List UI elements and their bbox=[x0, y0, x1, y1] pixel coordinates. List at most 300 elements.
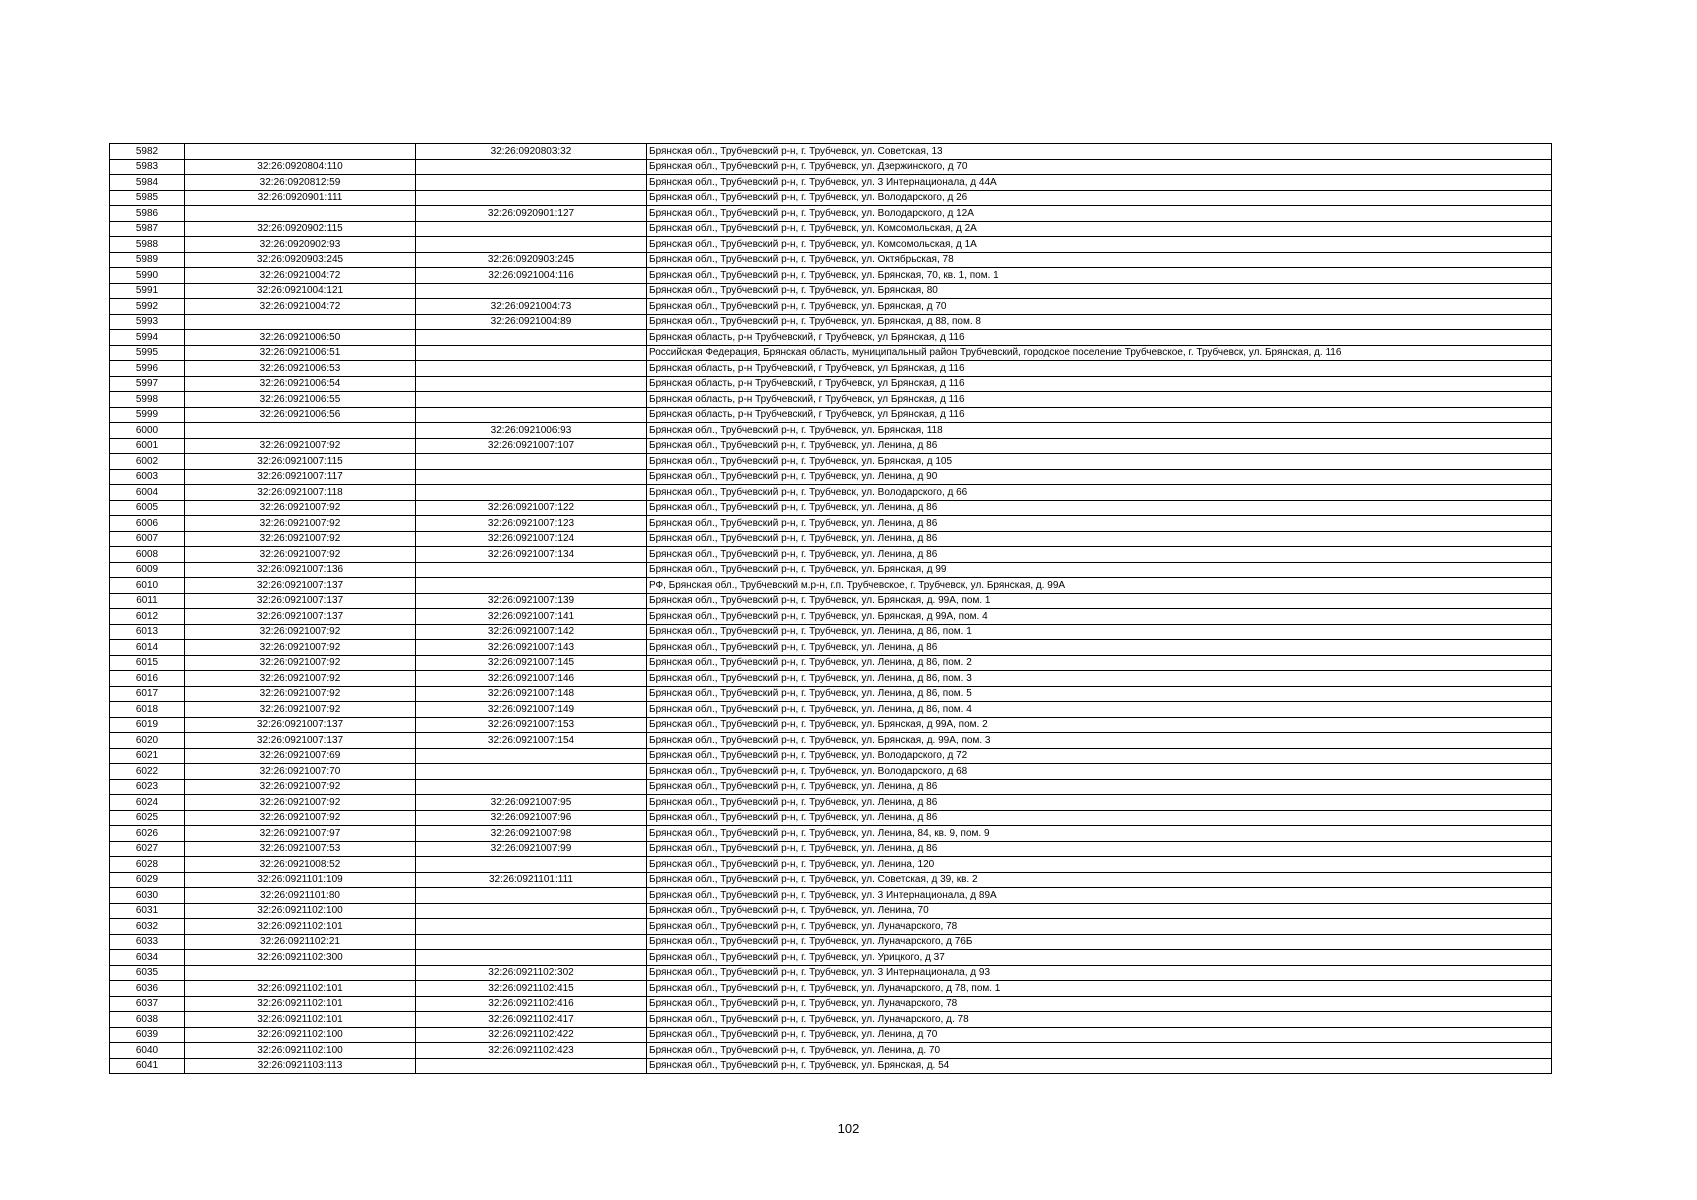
table-row bbox=[110, 779, 1552, 795]
row-number-cell: 5985 bbox=[110, 190, 185, 206]
row-number-cell: 5993 bbox=[110, 314, 185, 330]
row-number-cell: 6015 bbox=[110, 655, 185, 671]
parcel-number-cell: 32:26:0921008:52 bbox=[185, 857, 416, 873]
table-row bbox=[110, 671, 1552, 687]
parcel-number-cell: 32:26:0921102:100 bbox=[185, 1027, 416, 1043]
parcel-number-cell: 32:26:0921006:51 bbox=[185, 345, 416, 361]
address-cell: Брянская обл., Трубчевский р-н, г. Трубчевск, ул. Брянская, д 99А, пом. 4 bbox=[647, 609, 1552, 625]
table-row bbox=[110, 190, 1552, 206]
table-row bbox=[110, 640, 1552, 656]
table-row bbox=[110, 159, 1552, 175]
object-number-cell bbox=[416, 779, 647, 795]
parcel-number-cell: 32:26:0920902:115 bbox=[185, 221, 416, 237]
object-number-cell: 32:26:0921102:415 bbox=[416, 981, 647, 997]
row-number-cell: 6014 bbox=[110, 640, 185, 656]
table-row bbox=[110, 1043, 1552, 1059]
object-number-cell bbox=[416, 888, 647, 904]
parcel-number-cell: 32:26:0921007:92 bbox=[185, 795, 416, 811]
register-table-body bbox=[110, 144, 1552, 1074]
address-cell: Брянская обл., Трубчевский р-н, г. Трубчевск, ул. Комсомольская, д 2А bbox=[647, 221, 1552, 237]
table-row bbox=[110, 175, 1552, 191]
object-number-cell bbox=[416, 361, 647, 377]
address-cell: Брянская обл., Трубчевский р-н, г. Трубчевск, ул. Володарского, д 68 bbox=[647, 764, 1552, 780]
parcel-number-cell: 32:26:0921007:92 bbox=[185, 531, 416, 547]
table-row bbox=[110, 283, 1552, 299]
parcel-number-cell: 32:26:0921006:53 bbox=[185, 361, 416, 377]
row-number-cell: 6029 bbox=[110, 872, 185, 888]
table-row bbox=[110, 500, 1552, 516]
parcel-number-cell: 32:26:0921007:92 bbox=[185, 547, 416, 563]
object-number-cell: 32:26:0921007:96 bbox=[416, 810, 647, 826]
row-number-cell: 6033 bbox=[110, 934, 185, 950]
row-number-cell: 6013 bbox=[110, 624, 185, 640]
object-number-cell bbox=[416, 1058, 647, 1074]
table-row bbox=[110, 965, 1552, 981]
object-number-cell: 32:26:0921007:99 bbox=[416, 841, 647, 857]
table-row bbox=[110, 578, 1552, 594]
object-number-cell: 32:26:0921007:98 bbox=[416, 826, 647, 842]
parcel-number-cell: 32:26:0921004:72 bbox=[185, 268, 416, 284]
address-cell: Брянская обл., Трубчевский р-н, г. Трубчевск, ул. 3 Интернационала, д 93 bbox=[647, 965, 1552, 981]
object-number-cell: 32:26:0921102:416 bbox=[416, 996, 647, 1012]
address-cell: Брянская обл., Трубчевский р-н, г. Трубчевск, ул. Луначарского, д 78, пом. 1 bbox=[647, 981, 1552, 997]
parcel-number-cell: 32:26:0921007:92 bbox=[185, 516, 416, 532]
object-number-cell: 32:26:0921007:145 bbox=[416, 655, 647, 671]
object-number-cell: 32:26:0921007:153 bbox=[416, 717, 647, 733]
parcel-number-cell: 32:26:0921007:97 bbox=[185, 826, 416, 842]
parcel-number-cell: 32:26:0921007:137 bbox=[185, 717, 416, 733]
parcel-number-cell bbox=[185, 423, 416, 439]
object-number-cell: 32:26:0921007:134 bbox=[416, 547, 647, 563]
object-number-cell bbox=[416, 392, 647, 408]
address-cell: Брянская область, р-н Трубчевский, г Трубчевск, ул Брянская, д 116 bbox=[647, 407, 1552, 423]
object-number-cell: 32:26:0921004:89 bbox=[416, 314, 647, 330]
object-number-cell: 32:26:0920903:245 bbox=[416, 252, 647, 268]
object-number-cell bbox=[416, 376, 647, 392]
table-row bbox=[110, 841, 1552, 857]
parcel-number-cell: 32:26:0921102:101 bbox=[185, 919, 416, 935]
parcel-number-cell bbox=[185, 206, 416, 222]
object-number-cell bbox=[416, 857, 647, 873]
table-row bbox=[110, 996, 1552, 1012]
table-row bbox=[110, 361, 1552, 377]
address-cell: Брянская обл., Трубчевский р-н, г. Трубчевск, ул. Брянская, д 99А, пом. 2 bbox=[647, 717, 1552, 733]
object-number-cell bbox=[416, 764, 647, 780]
row-number-cell: 5991 bbox=[110, 283, 185, 299]
address-cell: Брянская обл., Трубчевский р-н, г. Трубчевск, ул. Брянская, 80 bbox=[647, 283, 1552, 299]
address-cell: Брянская обл., Трубчевский р-н, г. Трубчевск, ул. Ленина, 70 bbox=[647, 903, 1552, 919]
address-cell: Брянская обл., Трубчевский р-н, г. Трубчевск, ул. Ленина, д 86 bbox=[647, 438, 1552, 454]
object-number-cell bbox=[416, 330, 647, 346]
parcel-number-cell: 32:26:0921007:118 bbox=[185, 485, 416, 501]
row-number-cell: 6035 bbox=[110, 965, 185, 981]
object-number-cell: 32:26:0921102:302 bbox=[416, 965, 647, 981]
parcel-number-cell: 32:26:0920804:110 bbox=[185, 159, 416, 175]
object-number-cell: 32:26:0921007:139 bbox=[416, 593, 647, 609]
address-cell: Брянская обл., Трубчевский р-н, г. Трубчевск, ул. Брянская, д 70 bbox=[647, 299, 1552, 315]
row-number-cell: 6001 bbox=[110, 438, 185, 454]
row-number-cell: 6037 bbox=[110, 996, 185, 1012]
table-row bbox=[110, 268, 1552, 284]
object-number-cell: 32:26:0920803:32 bbox=[416, 144, 647, 160]
table-row bbox=[110, 934, 1552, 950]
row-number-cell: 5984 bbox=[110, 175, 185, 191]
parcel-number-cell: 32:26:0921007:92 bbox=[185, 500, 416, 516]
object-number-cell bbox=[416, 950, 647, 966]
row-number-cell: 6010 bbox=[110, 578, 185, 594]
parcel-number-cell: 32:26:0921007:92 bbox=[185, 686, 416, 702]
table-row bbox=[110, 919, 1552, 935]
parcel-number-cell: 32:26:0921007:115 bbox=[185, 454, 416, 470]
object-number-cell bbox=[416, 221, 647, 237]
table-row bbox=[110, 593, 1552, 609]
row-number-cell: 6016 bbox=[110, 671, 185, 687]
address-cell: Брянская обл., Трубчевский р-н, г. Трубчевск, ул. Ленина, д 86 bbox=[647, 516, 1552, 532]
parcel-number-cell: 32:26:0921103:113 bbox=[185, 1058, 416, 1074]
parcel-number-cell: 32:26:0920903:245 bbox=[185, 252, 416, 268]
row-number-cell: 6024 bbox=[110, 795, 185, 811]
object-number-cell bbox=[416, 190, 647, 206]
parcel-number-cell: 32:26:0921007:92 bbox=[185, 655, 416, 671]
address-cell: Брянская обл., Трубчевский р-н, г. Трубчевск, ул. Луначарского, д 76Б bbox=[647, 934, 1552, 950]
address-cell: Брянская область, р-н Трубчевский, г Трубчевск, ул Брянская, д 116 bbox=[647, 361, 1552, 377]
register-table bbox=[109, 143, 1552, 1074]
address-cell: Брянская обл., Трубчевский р-н, г. Трубчевск, ул. Брянская, 118 bbox=[647, 423, 1552, 439]
parcel-number-cell: 32:26:0921007:92 bbox=[185, 779, 416, 795]
object-number-cell: 32:26:0921007:146 bbox=[416, 671, 647, 687]
table-row bbox=[110, 423, 1552, 439]
address-cell: Брянская область, р-н Трубчевский, г Трубчевск, ул Брянская, д 116 bbox=[647, 330, 1552, 346]
object-number-cell: 32:26:0921006:93 bbox=[416, 423, 647, 439]
object-number-cell: 32:26:0921007:149 bbox=[416, 702, 647, 718]
parcel-number-cell: 32:26:0921007:92 bbox=[185, 640, 416, 656]
object-number-cell: 32:26:0921102:422 bbox=[416, 1027, 647, 1043]
parcel-number-cell: 32:26:0921007:137 bbox=[185, 609, 416, 625]
row-number-cell: 6019 bbox=[110, 717, 185, 733]
table-row bbox=[110, 345, 1552, 361]
address-cell: Брянская обл., Трубчевский р-н, г. Трубчевск, ул. Ленина, д 86 bbox=[647, 779, 1552, 795]
table-row bbox=[110, 485, 1552, 501]
table-row bbox=[110, 547, 1552, 563]
row-number-cell: 6038 bbox=[110, 1012, 185, 1028]
object-number-cell bbox=[416, 934, 647, 950]
object-number-cell bbox=[416, 283, 647, 299]
row-number-cell: 5999 bbox=[110, 407, 185, 423]
address-cell: Брянская обл., Трубчевский р-н, г. Трубчевск, ул. Володарского, д 26 bbox=[647, 190, 1552, 206]
parcel-number-cell: 32:26:0921102:300 bbox=[185, 950, 416, 966]
table-row bbox=[110, 826, 1552, 842]
parcel-number-cell: 32:26:0921007:92 bbox=[185, 671, 416, 687]
parcel-number-cell: 32:26:0920812:59 bbox=[185, 175, 416, 191]
parcel-number-cell: 32:26:0921006:56 bbox=[185, 407, 416, 423]
row-number-cell: 6032 bbox=[110, 919, 185, 935]
object-number-cell: 32:26:0921007:154 bbox=[416, 733, 647, 749]
table-row bbox=[110, 764, 1552, 780]
address-cell: Брянская обл., Трубчевский р-н, г. Трубчевск, ул. Брянская, 70, кв. 1, пом. 1 bbox=[647, 268, 1552, 284]
row-number-cell: 6008 bbox=[110, 547, 185, 563]
address-cell: Брянская обл., Трубчевский р-н, г. Трубчевск, ул. Дзержинского, д 70 bbox=[647, 159, 1552, 175]
object-number-cell bbox=[416, 469, 647, 485]
object-number-cell bbox=[416, 748, 647, 764]
address-cell: Брянская обл., Трубчевский р-н, г. Трубчевск, ул. 3 Интернационала, д 89А bbox=[647, 888, 1552, 904]
address-cell: Брянская область, р-н Трубчевский, г Трубчевск, ул Брянская, д 116 bbox=[647, 376, 1552, 392]
object-number-cell bbox=[416, 159, 647, 175]
table-row bbox=[110, 1027, 1552, 1043]
table-row bbox=[110, 888, 1552, 904]
table-row bbox=[110, 314, 1552, 330]
address-cell: Брянская обл., Трубчевский р-н, г. Трубчевск, ул. Брянская, д. 99А, пом. 1 bbox=[647, 593, 1552, 609]
object-number-cell bbox=[416, 175, 647, 191]
parcel-number-cell: 32:26:0921007:70 bbox=[185, 764, 416, 780]
object-number-cell: 32:26:0921007:124 bbox=[416, 531, 647, 547]
table-row bbox=[110, 950, 1552, 966]
address-cell: Брянская область, р-н Трубчевский, г Трубчевск, ул Брянская, д 116 bbox=[647, 392, 1552, 408]
object-number-cell bbox=[416, 407, 647, 423]
parcel-number-cell: 32:26:0921007:92 bbox=[185, 624, 416, 640]
object-number-cell: 32:26:0921004:116 bbox=[416, 268, 647, 284]
parcel-number-cell: 32:26:0921101:80 bbox=[185, 888, 416, 904]
row-number-cell: 6004 bbox=[110, 485, 185, 501]
parcel-number-cell: 32:26:0921004:121 bbox=[185, 283, 416, 299]
address-cell: Брянская обл., Трубчевский р-н, г. Трубчевск, ул. Луначарского, 78 bbox=[647, 919, 1552, 935]
parcel-number-cell: 32:26:0921007:117 bbox=[185, 469, 416, 485]
table-row bbox=[110, 376, 1552, 392]
row-number-cell: 6017 bbox=[110, 686, 185, 702]
row-number-cell: 6018 bbox=[110, 702, 185, 718]
parcel-number-cell: 32:26:0921006:55 bbox=[185, 392, 416, 408]
row-number-cell: 5987 bbox=[110, 221, 185, 237]
parcel-number-cell: 32:26:0921007:92 bbox=[185, 438, 416, 454]
page-number: 102 bbox=[837, 1121, 860, 1136]
address-cell: Брянская обл., Трубчевский р-н, г. Трубчевск, ул. Луначарского, д. 78 bbox=[647, 1012, 1552, 1028]
table-row bbox=[110, 407, 1552, 423]
parcel-number-cell: 32:26:0921007:136 bbox=[185, 562, 416, 578]
address-cell: Брянская обл., Трубчевский р-н, г. Трубчевск, ул. Ленина, д 86, пом. 4 bbox=[647, 702, 1552, 718]
object-number-cell bbox=[416, 578, 647, 594]
address-cell: Брянская обл., Трубчевский р-н, г. Трубчевск, ул. Брянская, д. 54 bbox=[647, 1058, 1552, 1074]
object-number-cell: 32:26:0921102:417 bbox=[416, 1012, 647, 1028]
table-row bbox=[110, 857, 1552, 873]
row-number-cell: 5995 bbox=[110, 345, 185, 361]
parcel-number-cell: 32:26:0921102:100 bbox=[185, 1043, 416, 1059]
row-number-cell: 5983 bbox=[110, 159, 185, 175]
parcel-number-cell bbox=[185, 314, 416, 330]
address-cell: Брянская обл., Трубчевский р-н, г. Трубчевск, ул. Ленина, д 86, пом. 3 bbox=[647, 671, 1552, 687]
row-number-cell: 6011 bbox=[110, 593, 185, 609]
row-number-cell: 5989 bbox=[110, 252, 185, 268]
table-row bbox=[110, 810, 1552, 826]
address-cell: Брянская обл., Трубчевский р-н, г. Трубчевск, ул. Ленина, д 86, пом. 5 bbox=[647, 686, 1552, 702]
address-cell: Брянская обл., Трубчевский р-н, г. Трубчевск, ул. Брянская, д 105 bbox=[647, 454, 1552, 470]
row-number-cell: 5996 bbox=[110, 361, 185, 377]
row-number-cell: 6026 bbox=[110, 826, 185, 842]
address-cell: Брянская обл., Трубчевский р-н, г. Трубчевск, ул. Ленина, д 90 bbox=[647, 469, 1552, 485]
parcel-number-cell bbox=[185, 144, 416, 160]
parcel-number-cell: 32:26:0921101:109 bbox=[185, 872, 416, 888]
table-row bbox=[110, 795, 1552, 811]
object-number-cell bbox=[416, 485, 647, 501]
row-number-cell: 5988 bbox=[110, 237, 185, 253]
row-number-cell: 6034 bbox=[110, 950, 185, 966]
object-number-cell: 32:26:0921007:95 bbox=[416, 795, 647, 811]
parcel-number-cell: 32:26:0921007:69 bbox=[185, 748, 416, 764]
parcel-number-cell: 32:26:0921007:137 bbox=[185, 733, 416, 749]
address-cell: Брянская обл., Трубчевский р-н, г. Трубчевск, ул. Ленина, д. 70 bbox=[647, 1043, 1552, 1059]
address-cell: Брянская обл., Трубчевский р-н, г. Трубчевск, ул. Ленина, д 70 bbox=[647, 1027, 1552, 1043]
table-row bbox=[110, 221, 1552, 237]
row-number-cell: 6006 bbox=[110, 516, 185, 532]
parcel-number-cell: 32:26:0921102:100 bbox=[185, 903, 416, 919]
object-number-cell: 32:26:0921007:122 bbox=[416, 500, 647, 516]
parcel-number-cell: 32:26:0921006:54 bbox=[185, 376, 416, 392]
object-number-cell: 32:26:0921007:142 bbox=[416, 624, 647, 640]
row-number-cell: 6002 bbox=[110, 454, 185, 470]
parcel-number-cell: 32:26:0921007:137 bbox=[185, 578, 416, 594]
object-number-cell: 32:26:0921004:73 bbox=[416, 299, 647, 315]
row-number-cell: 6005 bbox=[110, 500, 185, 516]
row-number-cell: 5990 bbox=[110, 268, 185, 284]
table-row bbox=[110, 733, 1552, 749]
address-cell: РФ, Брянская обл., Трубчевский м.р-н, г.п. Трубчевское, г. Трубчевск, ул. Брянская, д. 99А bbox=[647, 578, 1552, 594]
address-cell: Брянская обл., Трубчевский р-н, г. Трубчевск, ул. Комсомольская, д 1А bbox=[647, 237, 1552, 253]
address-cell: Брянская обл., Трубчевский р-н, г. Трубчевск, ул. Брянская, д 99 bbox=[647, 562, 1552, 578]
object-number-cell: 32:26:0920901:127 bbox=[416, 206, 647, 222]
parcel-number-cell: 32:26:0921007:92 bbox=[185, 810, 416, 826]
table-row bbox=[110, 609, 1552, 625]
row-number-cell: 6021 bbox=[110, 748, 185, 764]
row-number-cell: 5982 bbox=[110, 144, 185, 160]
row-number-cell: 6022 bbox=[110, 764, 185, 780]
parcel-number-cell: 32:26:0920902:93 bbox=[185, 237, 416, 253]
table-row bbox=[110, 702, 1552, 718]
address-cell: Брянская обл., Трубчевский р-н, г. Трубчевск, ул. Ленина, д 86 bbox=[647, 500, 1552, 516]
table-row bbox=[110, 392, 1552, 408]
table-row bbox=[110, 1058, 1552, 1074]
address-cell: Брянская обл., Трубчевский р-н, г. Трубчевск, ул. Советская, 13 bbox=[647, 144, 1552, 160]
table-row bbox=[110, 1012, 1552, 1028]
row-number-cell: 6028 bbox=[110, 857, 185, 873]
table-row bbox=[110, 686, 1552, 702]
parcel-number-cell: 32:26:0921102:101 bbox=[185, 1012, 416, 1028]
object-number-cell bbox=[416, 345, 647, 361]
address-cell: Брянская обл., Трубчевский р-н, г. Трубчевск, ул. Урицкого, д 37 bbox=[647, 950, 1552, 966]
table-row bbox=[110, 454, 1552, 470]
address-cell: Брянская обл., Трубчевский р-н, г. Трубчевск, ул. Ленина, д 86 bbox=[647, 547, 1552, 563]
row-number-cell: 5998 bbox=[110, 392, 185, 408]
table-row bbox=[110, 655, 1552, 671]
address-cell: Брянская обл., Трубчевский р-н, г. Трубчевск, ул. Советская, д 39, кв. 2 bbox=[647, 872, 1552, 888]
table-row bbox=[110, 206, 1552, 222]
row-number-cell: 6000 bbox=[110, 423, 185, 439]
address-cell: Брянская обл., Трубчевский р-н, г. Трубчевск, ул. Ленина, д 86 bbox=[647, 841, 1552, 857]
address-cell: Брянская обл., Трубчевский р-н, г. Трубчевск, ул. Володарского, д 12А bbox=[647, 206, 1552, 222]
table-row bbox=[110, 144, 1552, 160]
parcel-number-cell: 32:26:0921004:72 bbox=[185, 299, 416, 315]
address-cell: Брянская обл., Трубчевский р-н, г. Трубчевск, ул. Ленина, д 86, пом. 2 bbox=[647, 655, 1552, 671]
row-number-cell: 5997 bbox=[110, 376, 185, 392]
row-number-cell: 6030 bbox=[110, 888, 185, 904]
table-row bbox=[110, 624, 1552, 640]
row-number-cell: 6023 bbox=[110, 779, 185, 795]
object-number-cell: 32:26:0921102:423 bbox=[416, 1043, 647, 1059]
parcel-number-cell: 32:26:0921007:53 bbox=[185, 841, 416, 857]
parcel-number-cell: 32:26:0921102:21 bbox=[185, 934, 416, 950]
object-number-cell bbox=[416, 237, 647, 253]
row-number-cell: 5992 bbox=[110, 299, 185, 315]
address-cell: Брянская обл., Трубчевский р-н, г. Трубчевск, ул. Октябрьская, 78 bbox=[647, 252, 1552, 268]
row-number-cell: 6003 bbox=[110, 469, 185, 485]
row-number-cell: 6012 bbox=[110, 609, 185, 625]
table-row bbox=[110, 872, 1552, 888]
object-number-cell bbox=[416, 903, 647, 919]
address-cell: Брянская обл., Трубчевский р-н, г. Трубчевск, ул. Брянская, д 88, пом. 8 bbox=[647, 314, 1552, 330]
address-cell: Брянская обл., Трубчевский р-н, г. Трубчевск, ул. Володарского, д 72 bbox=[647, 748, 1552, 764]
row-number-cell: 6040 bbox=[110, 1043, 185, 1059]
object-number-cell: 32:26:0921007:148 bbox=[416, 686, 647, 702]
address-cell: Брянская обл., Трубчевский р-н, г. Трубчевск, ул. Ленина, 120 bbox=[647, 857, 1552, 873]
address-cell: Брянская обл., Трубчевский р-н, г. Трубчевск, ул. Ленина, д 86 bbox=[647, 531, 1552, 547]
object-number-cell: 32:26:0921007:141 bbox=[416, 609, 647, 625]
row-number-cell: 6031 bbox=[110, 903, 185, 919]
table-row bbox=[110, 903, 1552, 919]
table-row bbox=[110, 717, 1552, 733]
table-row bbox=[110, 299, 1552, 315]
address-cell: Брянская обл., Трубчевский р-н, г. Трубчевск, ул. Луначарского, 78 bbox=[647, 996, 1552, 1012]
row-number-cell: 6020 bbox=[110, 733, 185, 749]
row-number-cell: 6009 bbox=[110, 562, 185, 578]
parcel-number-cell bbox=[185, 965, 416, 981]
parcel-number-cell: 32:26:0920901:111 bbox=[185, 190, 416, 206]
table-row bbox=[110, 516, 1552, 532]
parcel-number-cell: 32:26:0921102:101 bbox=[185, 981, 416, 997]
object-number-cell: 32:26:0921101:111 bbox=[416, 872, 647, 888]
table-row bbox=[110, 330, 1552, 346]
table-row bbox=[110, 438, 1552, 454]
row-number-cell: 6025 bbox=[110, 810, 185, 826]
row-number-cell: 6036 bbox=[110, 981, 185, 997]
table-row bbox=[110, 469, 1552, 485]
table-row bbox=[110, 748, 1552, 764]
object-number-cell bbox=[416, 919, 647, 935]
address-cell: Брянская обл., Трубчевский р-н, г. Трубчевск, ул. Володарского, д 66 bbox=[647, 485, 1552, 501]
table-row bbox=[110, 252, 1552, 268]
table-row bbox=[110, 562, 1552, 578]
parcel-number-cell: 32:26:0921007:92 bbox=[185, 702, 416, 718]
row-number-cell: 6007 bbox=[110, 531, 185, 547]
row-number-cell: 5994 bbox=[110, 330, 185, 346]
address-cell: Брянская обл., Трубчевский р-н, г. Трубчевск, ул. Брянская, д. 99А, пом. 3 bbox=[647, 733, 1552, 749]
address-cell: Брянская обл., Трубчевский р-н, г. Трубчевск, ул. Ленина, д 86, пом. 1 bbox=[647, 624, 1552, 640]
address-cell: Брянская обл., Трубчевский р-н, г. Трубчевск, ул. Ленина, д 86 bbox=[647, 795, 1552, 811]
address-cell: Брянская обл., Трубчевский р-н, г. Трубчевск, ул. Ленина, 84, кв. 9, пом. 9 bbox=[647, 826, 1552, 842]
object-number-cell: 32:26:0921007:143 bbox=[416, 640, 647, 656]
row-number-cell: 6027 bbox=[110, 841, 185, 857]
row-number-cell: 6039 bbox=[110, 1027, 185, 1043]
object-number-cell bbox=[416, 454, 647, 470]
object-number-cell: 32:26:0921007:107 bbox=[416, 438, 647, 454]
row-number-cell: 6041 bbox=[110, 1058, 185, 1074]
table-row bbox=[110, 237, 1552, 253]
parcel-number-cell: 32:26:0921102:101 bbox=[185, 996, 416, 1012]
row-number-cell: 5986 bbox=[110, 206, 185, 222]
address-cell: Брянская обл., Трубчевский р-н, г. Трубчевск, ул. 3 Интернационала, д 44А bbox=[647, 175, 1552, 191]
parcel-number-cell: 32:26:0921007:137 bbox=[185, 593, 416, 609]
parcel-number-cell: 32:26:0921006:50 bbox=[185, 330, 416, 346]
address-cell: Российская Федерация, Брянская область, муниципальный район Трубчевский, городское поселение Трубчевское, г. Трубчевск, ул. Брянская, д. 116 bbox=[647, 345, 1552, 361]
object-number-cell: 32:26:0921007:123 bbox=[416, 516, 647, 532]
object-number-cell bbox=[416, 562, 647, 578]
address-cell: Брянская обл., Трубчевский р-н, г. Трубчевск, ул. Ленина, д 86 bbox=[647, 640, 1552, 656]
